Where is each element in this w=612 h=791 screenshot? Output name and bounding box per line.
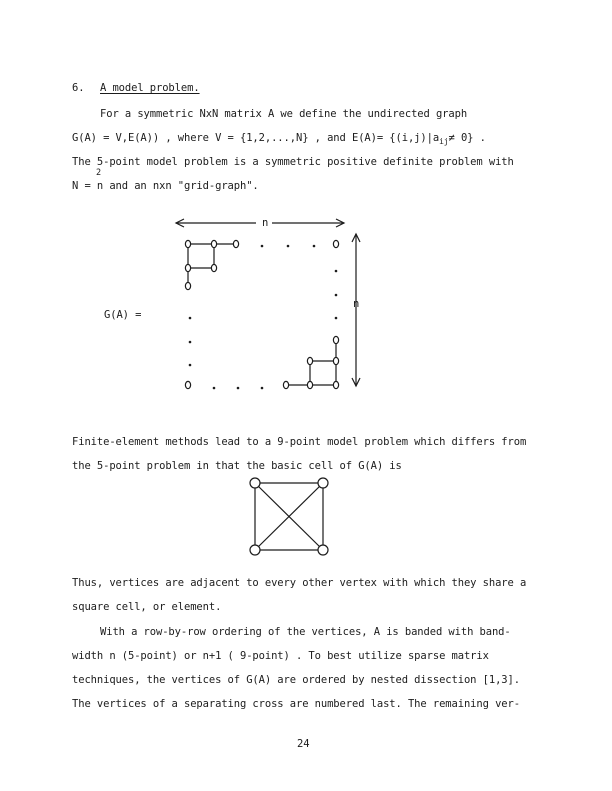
section-title: A model problem. — [100, 82, 200, 94]
paragraph4-line4: The vertices of a separating cross are numbered last. The remaining ver- — [72, 698, 520, 710]
paragraph3-line1: Thus, vertices are adjacent to every other vertex with which they share a — [72, 577, 527, 589]
paragraph2-line2: the 5-point problem in that the basic cell of G(A) is — [72, 460, 402, 472]
cell-node-bottom-left — [250, 545, 260, 555]
width-label-n: n — [262, 217, 269, 229]
paragraph2-line1: Finite-element methods lead to a 9-point model problem which differs from — [72, 436, 527, 448]
paragraph3-line2: square cell, or element. — [72, 601, 222, 613]
paragraph1-line4: N = n and an nxn "grid-graph". — [72, 180, 259, 192]
height-label-n: n — [353, 298, 360, 310]
paragraph1-line1: For a symmetric NxN matrix A we define the undirected graph — [100, 108, 468, 120]
graph-definition-end: ≠ 0} . — [448, 132, 486, 144]
exponent-2: 2 — [96, 168, 102, 178]
paragraph4-line2: width n (5-point) or n+1 ( 9-point) . To best utilize sparse matrix — [72, 650, 489, 662]
graph-definition-text: G(A) = V,E(A)) , where V = {1,2,...,N} , and E(A)= {(i,j)|a — [72, 132, 440, 144]
paragraph4-line3: techniques, the vertices of G(A) are ordered by nested dissection [1,3]. — [72, 674, 520, 686]
paragraph1-line3: The 5-point model problem is a symmetric positive definite problem with — [72, 156, 514, 168]
subscript-ij: ij — [439, 137, 449, 147]
cell-node-bottom-right — [318, 545, 328, 555]
cell-node-top-left — [250, 478, 260, 488]
paragraph4-line1: With a row-by-row ordering of the vertices, A is banded with band- — [100, 626, 511, 638]
section-number: 6. — [72, 82, 85, 94]
graph-lhs-label: G(A) = — [104, 309, 142, 321]
page-number: 24 — [297, 738, 310, 750]
cell-node-top-right — [318, 478, 328, 488]
